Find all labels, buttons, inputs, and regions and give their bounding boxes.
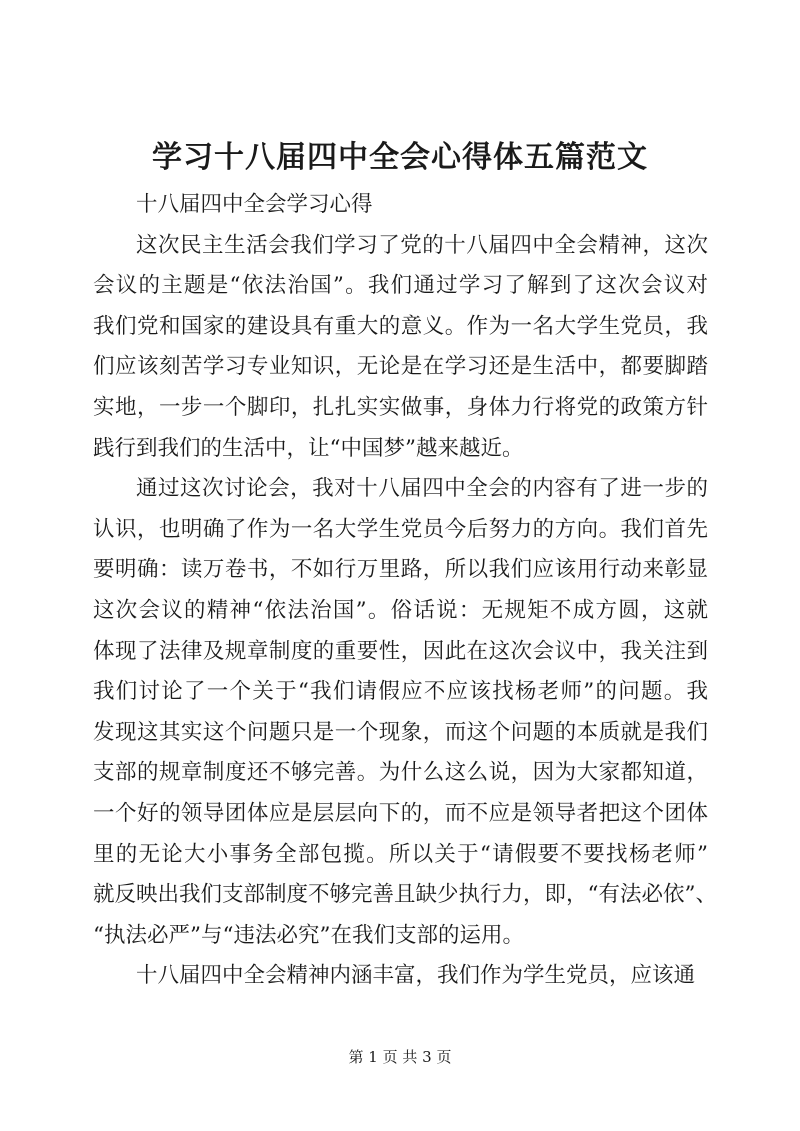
paragraph-line: 认识，也明确了作为一名大学生党员今后努力的方向。我们首先: [93, 516, 708, 542]
paragraph: [93, 226, 708, 470]
document-body: [93, 185, 717, 997]
paragraph-line: 我们讨论了一个关于“我们请假应不应该找杨老师”的问题。我: [93, 679, 708, 705]
paragraph-line: 体现了法律及规章制度的重要性，因此在这次会议中，我关注到: [93, 638, 708, 664]
paragraph-line: 这次民主生活会我们学习了党的十八届四中全会精神，这次: [136, 232, 708, 258]
paragraph-line: 里的无论大小事务全部包揽。所以关于“请假要不要找杨老师”: [93, 841, 708, 867]
paragraph-line: 践行到我们的生活中，让“中国梦”越来越近。: [93, 435, 524, 461]
paragraph-line: 这次会议的精神“依法治国”。俗话说：无规矩不成方圆，这就: [93, 597, 708, 623]
section-subheading: 十八届四中全会学习心得: [136, 192, 373, 217]
paragraph-line: 一个好的领导团体应是层层向下的，而不应是领导者把这个团体: [93, 800, 708, 826]
paragraph: [93, 469, 717, 956]
paragraph-line: 就反映出我们支部制度不够完善且缺少执行力，即，“有法必依”、: [93, 882, 717, 908]
paragraph-line: 们应该刻苦学习专业知识，无论是在学习还是生活中，都要脚踏: [93, 354, 708, 380]
paragraph-line: 会议的主题是“依法治国”。我们通过学习了解到了这次会议对: [93, 273, 708, 299]
paragraph: [93, 956, 708, 997]
paragraph-line: 十八届四中全会精神内涵丰富，我们作为学生党员，应该通: [136, 963, 696, 989]
paragraph-line: 实地，一步一个脚印，扎扎实实做事，身体力行将党的政策方针: [93, 394, 708, 420]
paragraph-line: 我们党和国家的建设具有重大的意义。作为一名大学生党员，我: [93, 313, 708, 339]
page-footer: 第 1 页 共 3 页: [348, 1048, 452, 1066]
paragraph-line: 支部的规章制度还不够完善。为什么这么说，因为大家都知道，: [93, 760, 708, 786]
paragraph-container: [93, 226, 717, 997]
paragraph-line: 要明确：读万卷书，不如行万里路，所以我们应该用行动来彰显: [93, 557, 708, 583]
document-title: 学习十八届四中全会心得体五篇范文: [152, 140, 648, 175]
paragraph-line: 发现这其实这个问题只是一个现象，而这个问题的本质就是我们: [93, 719, 708, 745]
paragraph-line: 通过这次讨论会，我对十八届四中全会的内容有了进一步的: [136, 476, 708, 502]
paragraph-line: “执法必严”与“违法必究”在我们支部的运用。: [93, 922, 524, 948]
